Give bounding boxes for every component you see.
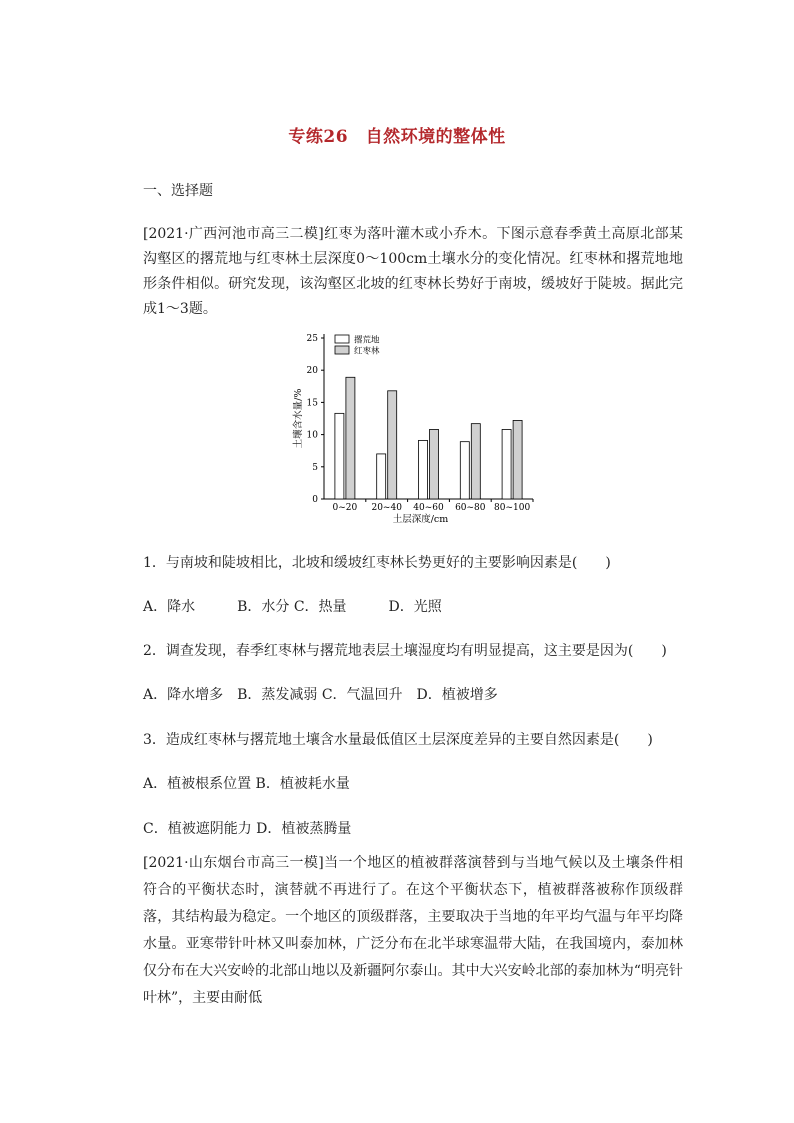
- question-3-options-a-b: A．植被根系位置 B．植被耗水量: [143, 776, 350, 792]
- question-3: 3．造成红枣林与撂荒地土壤含水量最低值区土层深度差异的主要自然因素是( ): [143, 732, 653, 748]
- passage-1: [143, 222, 683, 322]
- question-1: 1．与南坡和陡坡相比，北坡和缓坡红枣林长势更好的主要影响因素是( ): [143, 555, 611, 571]
- page-title: 专练26 自然环境的整体性: [288, 127, 506, 147]
- bar-abandoned: [460, 442, 469, 499]
- passage-1-text: [2021·广西河池市高三二模]红枣为落叶灌木或小乔木。下图示意春季黄土高原北部某沟壑区的撂荒地与红枣林土层深度0～100cm土壤水分的变化情况。红枣林和撂荒地地形条件相似。研究发现，该沟壑区北坡的红枣林长势好于南坡，缓坡好于陡坡。据此完成1～3题。: [143, 226, 683, 317]
- y-tick-label: 5: [312, 462, 318, 473]
- legend-swatch: [335, 335, 349, 343]
- soil-moisture-chart: [288, 328, 538, 528]
- bar-jujube: [430, 429, 439, 499]
- legend-label: 撂荒地: [354, 335, 380, 346]
- passage-2: [143, 850, 683, 1012]
- chart-plot-area: [292, 334, 533, 525]
- legend-label: 红枣林: [354, 346, 380, 357]
- section-heading: 一、选择题: [143, 183, 213, 199]
- x-axis-label: 土层深度/cm: [392, 514, 449, 525]
- bar-jujube: [513, 420, 522, 499]
- bar-abandoned: [335, 413, 344, 499]
- bar-abandoned: [377, 454, 386, 499]
- question-3-options-c-d: C．植被遮阴能力 D．植被蒸腾量: [143, 821, 352, 837]
- bar-abandoned: [502, 429, 511, 499]
- y-tick-label: 20: [306, 366, 318, 377]
- question-2: 2．调查发现，春季红枣林与撂荒地表层土壤湿度均有明显提高，这主要是因为( ): [143, 643, 667, 659]
- question-1-options: A．降水 B．水分 C．热量 D．光照: [143, 599, 442, 615]
- y-tick-label: 0: [312, 495, 318, 505]
- x-tick-label: 80~100: [494, 503, 531, 513]
- question-2-options: A．降水增多 B．蒸发减弱 C．气温回升 D．植被增多: [143, 687, 498, 703]
- y-tick-label: 10: [306, 430, 318, 441]
- passage-2-text: [2021·山东烟台市高三一模]当一个地区的植被群落演替到与当地气候以及土壤条件相符合的平衡状态时，演替就不再进行了。在这个平衡状态下，植被群落被称作顶级群落，其结构最为稳定。一个地区的顶级群落，主要取决于当地的年平均气温与年平均降水量。亚寒带针叶林又叫泰加林，广泛分布在北半球寒温带大陆，在我国境内，泰加林仅分布在大兴安岭的北部山地以及新疆阿尔泰山。其中大兴安岭北部的泰加林为“明亮针叶林”，主要由耐低: [143, 855, 683, 1006]
- x-tick-label: 20~40: [371, 503, 402, 513]
- x-tick-label: 0~20: [332, 503, 358, 513]
- bar-jujube: [471, 424, 480, 499]
- y-axis-label: 土壤含水量/%: [293, 388, 304, 449]
- x-tick-label: 60~80: [455, 503, 486, 513]
- bar-abandoned: [419, 440, 428, 499]
- y-tick-label: 15: [306, 398, 318, 409]
- y-tick-label: 25: [306, 334, 318, 344]
- legend-swatch: [335, 346, 349, 354]
- bar-jujube: [346, 377, 355, 499]
- x-tick-label: 40~60: [413, 503, 444, 513]
- bar-jujube: [388, 391, 397, 499]
